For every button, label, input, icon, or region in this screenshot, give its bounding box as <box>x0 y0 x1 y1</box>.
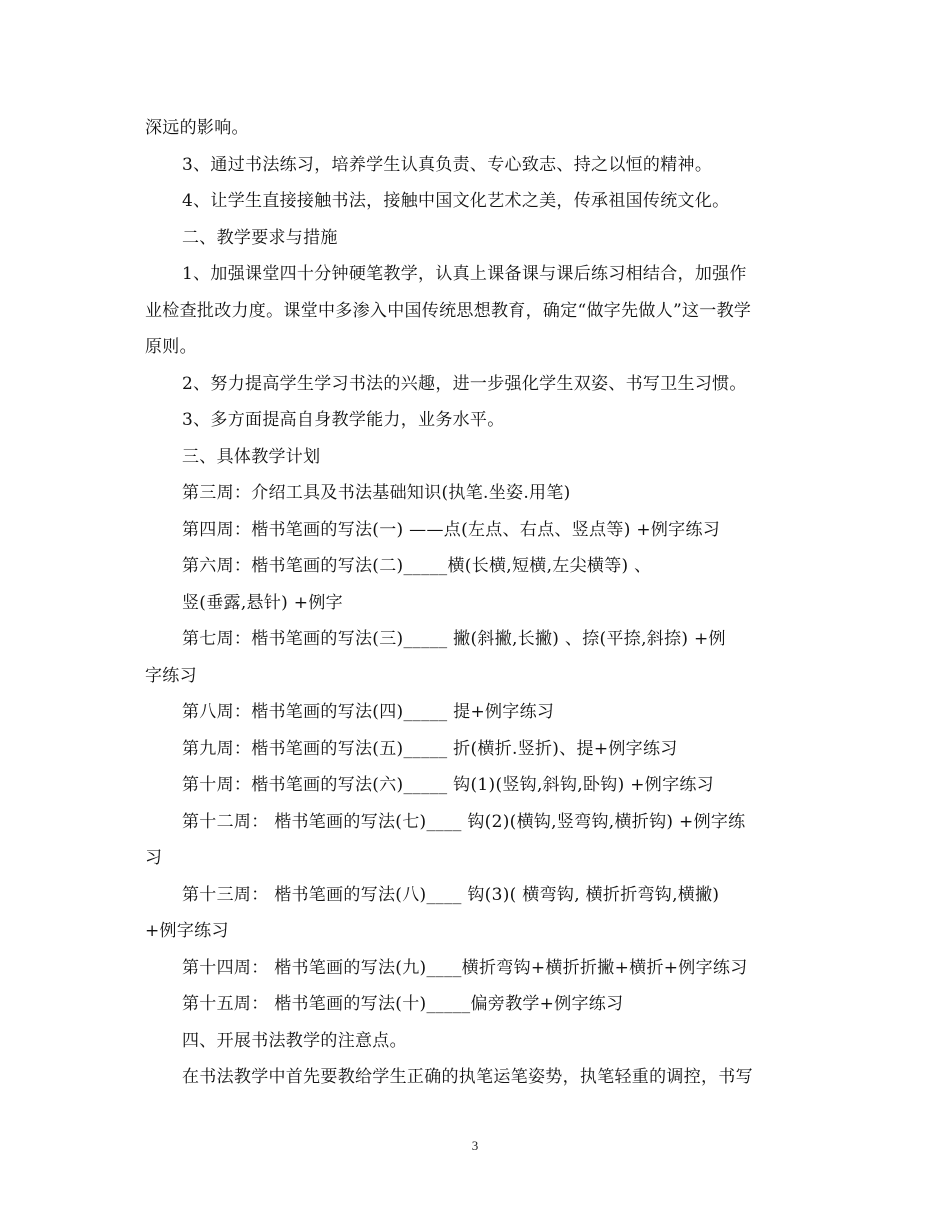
text-line: 3、通过书法练习，培养学生认真负责、专心致志、持之以恒的精神。 <box>182 154 713 175</box>
text-line: 三、具体教学计划 <box>182 446 321 467</box>
text-line: +例字练习 <box>145 921 229 941</box>
text-line: 第十五周： 楷书笔画的写法(十)_____偏旁教学+例字练习 <box>182 994 624 1014</box>
text-line: 深远的影响。 <box>145 118 249 138</box>
text-line: 竖(垂露,悬针) +例字 <box>182 592 343 613</box>
text-line: 第四周：楷书笔画的写法(一) ——点(左点、右点、竖点等) +例字练习 <box>182 519 721 540</box>
text-line: 第七周：楷书笔画的写法(三)_____ 撇(斜撇,长撇) 、捺(平捺,斜捺) +例 <box>182 629 726 649</box>
text-line: 第八周：楷书笔画的写法(四)_____ 提+例字练习 <box>182 702 555 722</box>
text-line: 4、让学生直接接触书法，接触中国文化艺术之美，传承祖国传统文化。 <box>182 191 730 211</box>
text-line: 第十周：楷书笔画的写法(六)_____ 钩(1)(竖钩,斜钩,卧钩) +例字练习 <box>182 775 714 795</box>
text-line: 1、加强课堂四十分钟硬笔教学，认真上课备课与课后练习相结合，加强作 <box>182 264 747 284</box>
text-line: 第六周：楷书笔画的写法(二)_____横(长横,短横,左尖横等) 、 <box>182 556 652 576</box>
text-line: 业检查批改力度。课堂中多渗入中国传统思想教育，确定“做字先做人”这一教学 <box>145 300 752 321</box>
text-line: 第十三周： 楷书笔画的写法(八)____ 钩(3)( 横弯钩, 横折折弯钩,横撇) <box>182 884 720 905</box>
document-body <box>145 110 805 1096</box>
text-line: 第十四周： 楷书笔画的写法(九)____横折弯钩+横折折撇+横折+例字练习 <box>182 957 748 978</box>
text-line: 习 <box>145 848 163 868</box>
text-line: 第十二周： 楷书笔画的写法(七)____ 钩(2)(横钩,竖弯钩,横折钩) +例字练 <box>182 811 746 832</box>
text-line: 在书法教学中首先要教给学生正确的执笔运笔姿势，执笔轻重的调控，书写 <box>182 1067 753 1087</box>
text-line: 3、多方面提高自身教学能力，业务水平。 <box>182 410 505 430</box>
text-line: 2、努力提高学生学习书法的兴趣，进一步强化学生双姿、书写卫生习惯。 <box>182 373 747 394</box>
text-line: 原则。 <box>145 337 197 357</box>
text-line: 第九周：楷书笔画的写法(五)_____ 折(横折.竖折)、提+例字练习 <box>182 738 678 759</box>
text-line: 第三周：介绍工具及书法基础知识(执笔.坐姿.用笔) <box>182 483 571 503</box>
text-line: 四、开展书法教学的注意点。 <box>182 1030 407 1051</box>
text-line: 二、教学要求与措施 <box>182 227 338 248</box>
page-number: 3 <box>471 1138 479 1153</box>
text-line: 字练习 <box>145 665 197 686</box>
